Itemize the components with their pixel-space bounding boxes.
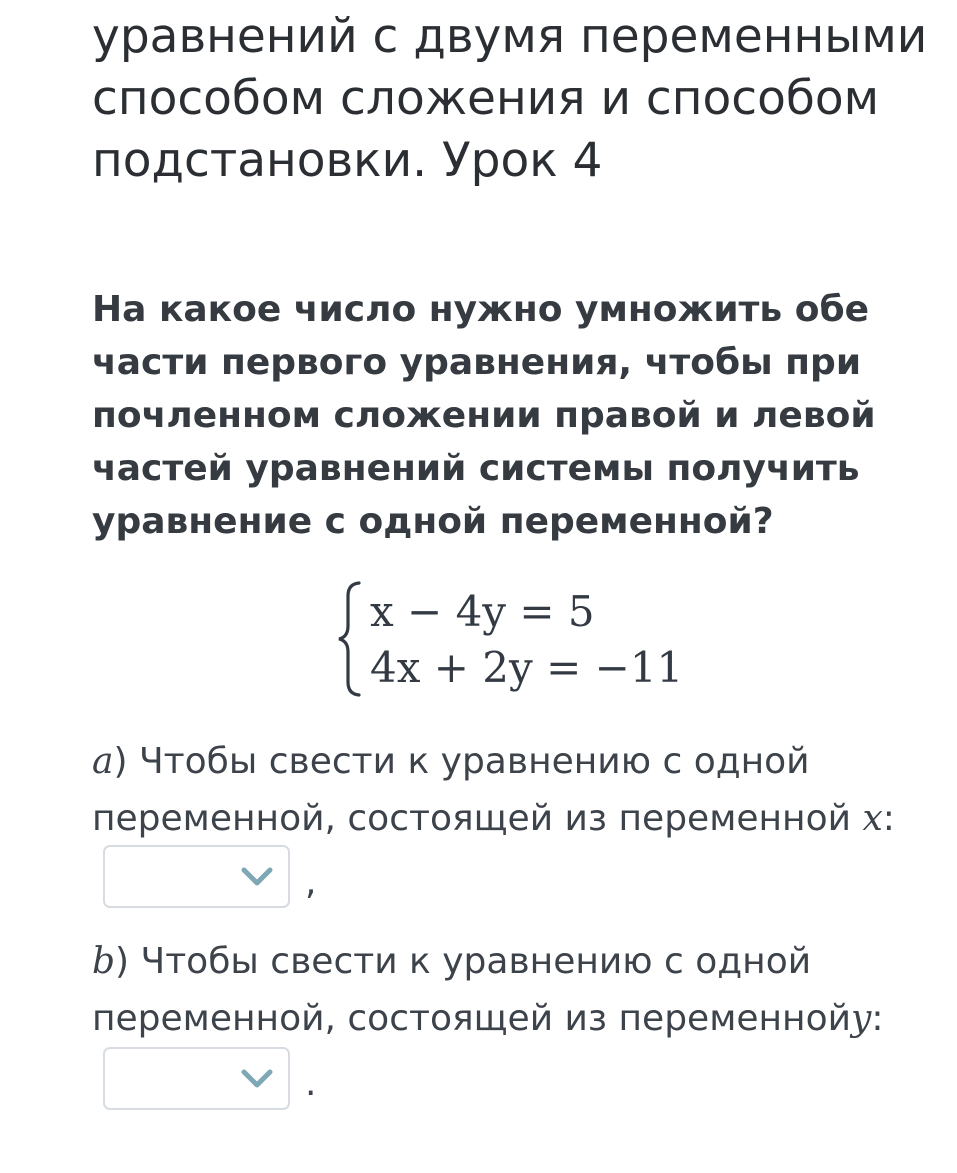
part-b-marker: b	[92, 941, 116, 982]
answer-dropdown-b[interactable]	[103, 1047, 290, 1110]
part-a-text: ) Чтобы свести к уравнению с одной переменной, состоящей из переменной	[92, 741, 863, 839]
part-b-prompt	[92, 933, 932, 1047]
lesson-title: уравнений с двумя переменными способом сложения и способом подстановки. Урок 4	[92, 9, 928, 188]
part-b-colon: :	[871, 998, 884, 1039]
part-a-marker: a	[92, 741, 114, 782]
part-b-variable: y	[851, 998, 872, 1039]
part-a-variable: x	[862, 798, 883, 839]
curly-brace-icon	[336, 580, 362, 698]
equation-system	[336, 580, 736, 700]
part-b-trailing-punctuation: .	[305, 1063, 317, 1104]
part-b-text: ) Чтобы свести к уравнению с одной переменной, состоящей из переменной	[92, 941, 852, 1039]
chevron-down-icon	[240, 1067, 274, 1091]
equation-1: x − 4y = 5	[370, 587, 595, 636]
question-text: На какое число нужно умножить обе части первого уравнения, чтобы при почленном сложении правой и левой частей уравнений системы получить уравнение с одной переменной?	[92, 289, 876, 542]
chevron-down-icon	[240, 865, 274, 889]
part-a-prompt	[92, 733, 932, 847]
answer-dropdown-a[interactable]	[103, 845, 290, 908]
equation-2: 4x + 2y = −11	[370, 643, 684, 692]
part-a-colon: :	[882, 798, 895, 839]
part-a-trailing-punctuation: ,	[305, 862, 317, 903]
